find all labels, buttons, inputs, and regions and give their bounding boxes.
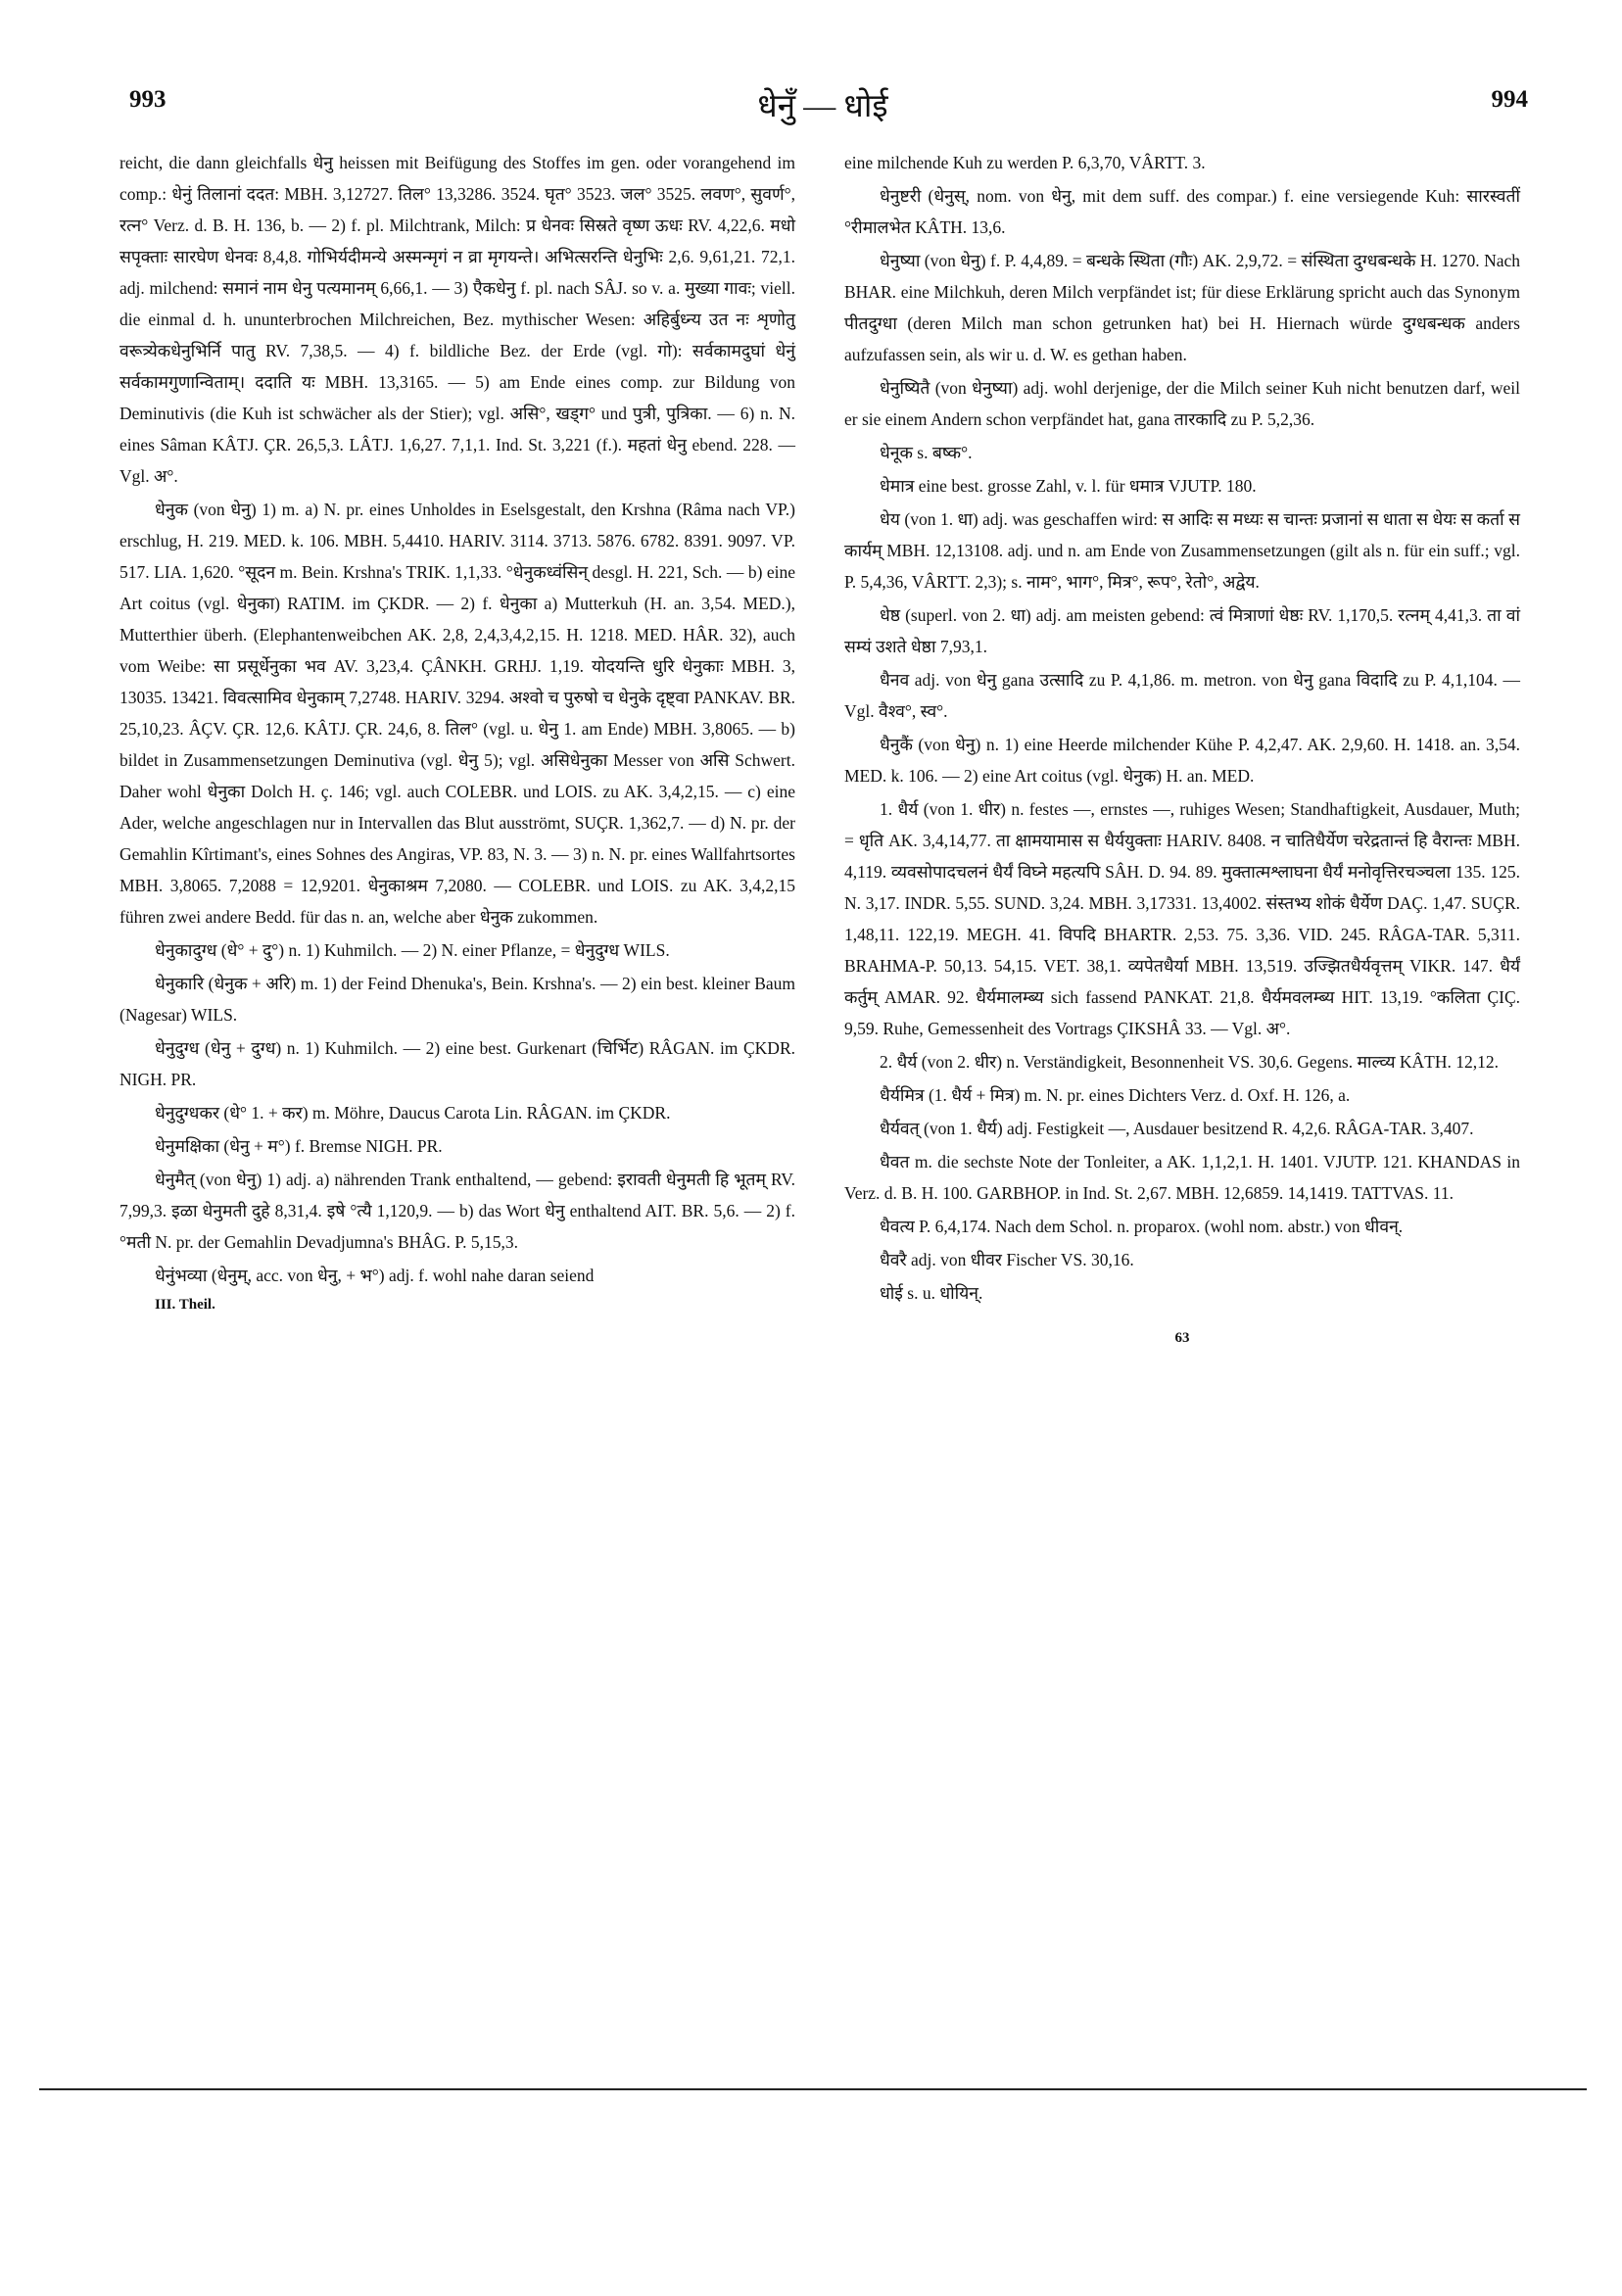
dictionary-entry: धोई s. u. धोयिन्. (880, 1283, 983, 1303)
dictionary-entry: धैनुकैं (von धेनु) n. 1) eine Heerde milchender Kühe P. 4,2,47. AK. 2,9,60. H. 1418. an. 3,54. MED. k. 106. — 2) eine Art coitus (vgl. धेनुक) H. an. MED. (844, 735, 1520, 786)
dictionary-entry: धेनुष्या (von धेनु) f. P. 4,4,89. = बन्धके स्थिता (गौः) AK. 2,9,72. = संस्थिता दुग्धबन्धके H. 1270. Nach BHAR. eine Milchkuh, deren Milch verpfändet ist; für diese Erklärung spricht auch das Synonym पीतदुग्धा (deren Milch man schon getrunken hat) bei H. Hiernach würde दुग्धबन्धक anders aufzufassen sein, als wir u. d. W. es gethan haben. (844, 251, 1520, 364)
dictionary-entry: धैवत्य P. 6,4,174. Nach dem Schol. n. proparox. (wohl nom. abstr.) von धीवन्. (880, 1217, 1404, 1236)
dictionary-entry: धैनव adj. von धेनु gana उत्सादि zu P. 4,1,86. m. metron. von धेनु gana विदादि zu P. 4,1,104. — Vgl. वैश्व°, स्व°. (844, 670, 1520, 721)
page-number-right: 994 (1491, 86, 1528, 113)
dictionary-entry: धेनुमक्षिका (धेनु + म°) f. Bremse NIGH. PR. (155, 1136, 443, 1156)
signature-mark: 63 (1174, 1330, 1190, 1346)
dictionary-entry: 2. धैर्य (von 2. धीर) n. Verständigkeit, Besonnenheit VS. 30,6. Gegens. माल्व्य KÂTH. 12,12. (880, 1052, 1499, 1072)
dictionary-entry: धैर्यमित्र (1. धैर्य + मित्र) m. N. pr. eines Dichters Verz. d. Oxf. H. 126, a. (880, 1085, 1351, 1105)
running-head: धेनुँ — धोई (757, 89, 888, 124)
dictionary-entry: धेनुकादुग्ध (धे° + दु°) n. 1) Kuhmilch. — 2) N. einer Pflanze, = धेनुदुग्ध WILS. (155, 940, 670, 960)
dictionary-entry: 1. धैर्य (von 1. धीर) n. festes —, ernstes —, ruhiges Wesen; Standhaftigkeit, Ausdauer, Muth; = धृति AK. 3,4,14,77. ता क्षामयामास स धैर्ययुक्ताः HARIV. 8408. न चातिधैर्येण चरेद्रतान्तं हि वैरान्तः MBH. 4,119. व्यवसोपादचलनं धैर्यं विघ्ने महत्यपि SÂH. D. 94. 89. मुक्तात्मश्लाघना धैर्यं मनोवृत्तिरचञ्चला 135. 125. N. 3,17. INDR. 5,55. SUND. 3,24. MBH. 3,17331. 13,4002. संस्तभ्य शोकं धैर्येण DAÇ. 1,47. SUÇR. 1,48,11. 122,19. MEGH. 41. विपदि BHARTR. 2,53. 75. 3,36. VID. 245. RÂGA-TAR. 5,311. BRAHMA-P. 50,13. 54,15. VET. 38,1. व्यपेतधैर्या MBH. 13,519. उज्झितधैर्यवृत्तम् VIKR. 147. धैर्यं कर्तुम् AMAR. 92. धैर्यमालम्ब्य sich fassend PANKAT. 21,8. धैर्यमवलम्ब्य HIT. 13,19. °कलिता ÇIÇ. 9,59. Ruhe, Gemessenheit des Vortrags ÇIKSHÂ 33. — Vgl. अ°. (844, 799, 1520, 1038)
left-column (119, 147, 795, 1320)
dictionary-entry: धेनुमैत् (von धेनु) 1) adj. a) nährenden Trank enthaltend, — gebend: इरावती धेनुमती हि भूतम् RV. 7,99,3. इळा धेनुमती दुहे 8,31,4. इषे °त्यै 1,120,9. — b) das Wort धेनु enthaltend AIT. BR. 5,6. — 2) f. °मती N. pr. der Gemahlin Devadjumna's BHÂG. P. 5,15,3. (119, 1170, 795, 1252)
dictionary-entry: धेष्ठ (superl. von 2. धा) adj. am meisten gebend: त्वं मित्राणां धेष्ठः RV. 1,170,5. रत्नम् 4,41,3. ता वां सम्यं उशते धेष्ठा 7,93,1. (844, 605, 1520, 656)
dictionary-entry: धेय (von 1. धा) adj. was geschaffen wird: स आदिः स मध्यः स चान्तः प्रजानां स धाता स धेयः स कर्ता स कार्यम् MBH. 12,13108. adj. und n. am Ende von Zusammensetzungen (gilt als n. für ein suff.; vgl. P. 5,4,36, VÂRTT. 2,3); s. नाम°, भाग°, मित्र°, रूप°, रेतो°, अद्वेय. (844, 509, 1520, 592)
dictionary-entry: धैर्यवत् (von 1. धैर्य) adj. Festigkeit —, Ausdauer besitzend R. 4,2,6. RÂGA-TAR. 3,407. (880, 1119, 1474, 1138)
dictionary-entry: धेनुदुग्ध (धेनु + दुग्ध) n. 1) Kuhmilch. — 2) eine best. Gurkenart (चिर्भिट) RÂGAN. im ÇKDR. NIGH. PR. (119, 1038, 795, 1089)
dictionary-entry: धेनुदुग्धकर (धे° 1. + कर) m. Möhre, Daucus Carota Lin. RÂGAN. im ÇKDR. (155, 1103, 671, 1123)
dictionary-entry: धेनुष्टरी (धेनुस्, nom. von धेनु, mit dem suff. des compar.) f. eine versiegende Kuh: सारस्वतीं °रीमालभेत KÂTH. 13,6. (844, 186, 1520, 237)
dictionary-entry: धेमात्र eine best. grosse Zahl, v. l. für धमात्र VJUTP. 180. (880, 476, 1257, 496)
dictionary-entry: धेनुक (von धेनु) 1) m. a) N. pr. eines Unholdes in Eselsgestalt, den Krshna (Râma nach VP.) erschlug, H. 219. MED. k. 106. MBH. 5,4410. HARIV. 3114. 3713. 5876. 6782. 8391. 9097. VP. 517. LIA. 1,620. °सूदन m. Bein. Krshna's TRIK. 1,1,33. °धेनुकध्वंसिन् desgl. H. 221, Sch. — b) eine Art coitus (vgl. धेनुका) RATIM. im ÇKDR. — 2) f. धेनुका a) Mutterkuh (H. an. 3,54. MED.), Mutterthier überh. (Elephantenweibchen AK. 2,8, 2,4,3,4,2,15. H. 1218. MED. HÂR. 32), auch vom Weibe: सा प्रसूर्धेनुका भव AV. 3,23,4. ÇÂNKH. GRHJ. 1,19. योदयन्ति धुरि धेनुकाः MBH. 3, 13035. 13421. विवत्सामिव धेनुकाम् 7,2748. HARIV. 3294. अश्वो च पुरुषो च धेनुके दृष्ट्वा PANKAV. BR. 25,10,23. ÂÇV. ÇR. 12,6. KÂTJ. ÇR. 24,6, 8. तिल° (vgl. u. धेनु 1. am Ende) MBH. 3,8065. — b) bildet in Zusammensetzungen Deminutiva (vgl. धेनु 5); vgl. असिधेनुका Messer von असि Schwert. Daher wohl धेनुका Dolch H. ç. 146; vgl. auch COLEBR. und LOIS. zu AK. 3,4,2,15. — c) eine Ader, welche angeschlagen nur in Intervallen das Blut ausströmt, SUÇR. 1,362,7. — d) N. pr. der Gemahlin Kîrtimant's, eines Sohnes des Angiras, VP. 83, N. 3. — 3) n. N. pr. eines Wallfahrtsortes MBH. 3,8065. 7,2088 = 12,9201. धेनुकाश्रम 7,2080. — COLEBR. und LOIS. zu AK. 3,4,2,15 führen zwei andere Bedd. für das n. an, welche aber धेनुक zukommen. (119, 500, 795, 927)
dictionary-entry: धेनुंभव्या (धेनुम्, acc. von धेनु, + भ°) adj. f. wohl nahe daran seiend (155, 1266, 595, 1285)
page-number-left: 993 (129, 86, 167, 113)
dictionary-entry: धैवत m. die sechste Note der Tonleiter, a AK. 1,1,2,1. H. 1401. VJUTP. 121. KHANDAS in Verz. d. B. H. 100. GARBHOP. in Ind. St. 2,67. MBH. 12,6859. 14,1419. TATTVAS. 11. (844, 1152, 1520, 1203)
sheet-note: III. Theil. (155, 1297, 215, 1313)
dictionary-entry: reicht, die dann gleichfalls धेनु heissen mit Beifügung des Stoffes im gen. oder vorangehend im comp.: धेनुं तिलानां ददत: MBH. 3,12727. तिल° 13,3286. 3524. घृत° 3523. जल° 3525. लवण°, सुवर्ण°, रत्न° Verz. d. B. H. 136, b. — 2) f. pl. Milchtrank, Milch: प्र धेनवः सिस्रते वृष्ण ऊधः RV. 4,22,6. मधो सपृक्ताः सारघेण धेनवः 8,4,8. गोभिर्यदीमन्ये अस्मन्मृगं न व्रा मृगयन्ते। अभित्सरन्ति धेनुभिः 2,6. 9,61,21. 72,1. adj. milchend: समानं नाम धेनु पत्यमानम् 6,66,1. — 3) एैकधेनु f. pl. nach SÂJ. so v. a. मुख्या गावः; viell. die einmal d. h. ununterbrochen Milchreichen, Bez. mythischer Wesen: अहिर्बुध्न्य उत नः शृणोतु वरूत्र्येकधेनुभिर्नि पातु RV. 7,38,5. — 4) f. bildliche Bez. der Erde (vgl. गो): सर्वकामदुघां धेनुं सर्वकामगुणान्विताम्। ददाति यः MBH. 13,3165. — 5) am Ende eines comp. zur Bildung von Deminutivis (die Kuh ist schwächer als der Stier); vgl. असि°, खड्ग° und पुत्री, पुत्रिका. — 6) n. N. eines Sâman KÂTJ. ÇR. 26,5,3. LÂTJ. 1,6,27. 7,1,1. Ind. St. 3,221 (f.). महतां धेनु ebend. 228. — Vgl. अ°. (119, 153, 795, 486)
page-header (118, 86, 1528, 125)
dictionary-entry: eine milchende Kuh zu werden P. 6,3,70, VÂRTT. 3. (844, 153, 1206, 172)
dictionary-entry: धेनूक s. बष्क°. (880, 443, 973, 462)
dictionary-entry: धैवरै adj. von धीवर Fischer VS. 30,16. (880, 1250, 1134, 1269)
dictionary-entry: धेनुष्यितै (von धेनुष्या) adj. wohl derjenige, der die Milch seiner Kuh nicht benutzen darf, weil er sie einem Andern schon verpfändet hat, gana तारकादि zu P. 5,2,36. (844, 378, 1520, 429)
dictionary-entry: धेनुकारि (धेनुक + अरि) m. 1) der Feind Dhenuka's, Bein. Krshna's. — 2) ein best. kleiner Baum (Nagesar) WILS. (119, 974, 795, 1025)
bottom-rule (39, 2088, 1587, 2090)
right-column (844, 147, 1520, 1354)
